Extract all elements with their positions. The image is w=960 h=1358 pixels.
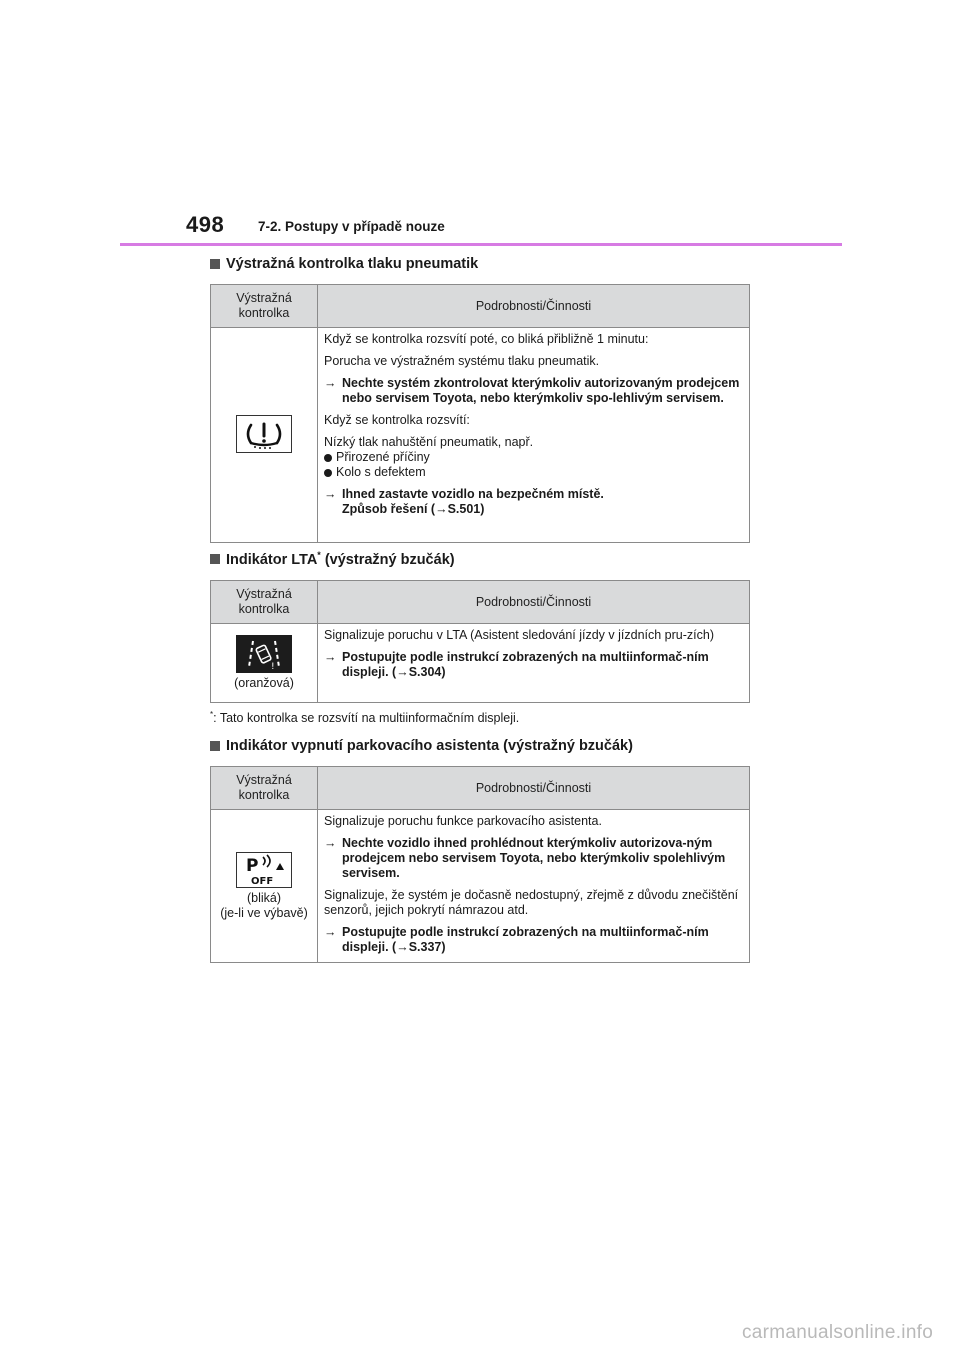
page-number: 498: [186, 212, 225, 237]
svg-text:P: P: [246, 855, 259, 876]
parking-assist-table: [210, 766, 750, 963]
arrow-icon: →: [324, 650, 337, 664]
column-header-details: Podrobnosti/Činnosti: [318, 285, 750, 328]
icon-cell: [211, 624, 318, 703]
action-text: Nechte systém zkontrolovat kterýmkoliv autorizovaným prodejcem nebo servisem Toyota, nebo kterýmkoliv spo-lehlivým servisem.: [342, 376, 740, 405]
arrow-icon: →: [435, 502, 448, 516]
section-heading-parking-assist: [210, 738, 633, 754]
icon-caption: (je-li ve výbavě): [220, 905, 308, 920]
action-item: [324, 650, 743, 680]
details-cell: [318, 624, 750, 703]
bullet-text: Kolo s defektem: [336, 465, 426, 479]
icon-cell: [211, 328, 318, 543]
icon-caption: (bliká): [246, 890, 282, 905]
bullet-icon: [324, 469, 332, 477]
action-text: Postupujte podle instrukcí zobrazených na multiinformač-ním displeji. (→S.304): [342, 650, 709, 679]
watermark: carmanualsonline.info: [742, 1322, 934, 1343]
svg-text:OFF: OFF: [251, 875, 274, 887]
table-header-row: [211, 285, 750, 328]
action-text: Postupujte podle instrukcí zobrazených na multiinformač-ním displeji. (→S.337): [342, 925, 709, 954]
section-heading-tire-pressure: [210, 256, 478, 272]
bullet-item: [324, 450, 743, 465]
detail-text: Nízký tlak nahuštění pneumatik, např.: [324, 435, 534, 449]
footnote: *: Tato kontrolka se rozsvítí na multiinformačním displeji.: [210, 710, 520, 725]
details-cell: [318, 328, 750, 543]
column-header-warning-light: Výstražná kontrolka: [211, 767, 318, 810]
action-item: [324, 925, 743, 955]
action-item: [324, 376, 743, 406]
arrow-icon: →: [324, 836, 337, 850]
detail-text: Když se kontrolka rozsvítí poté, co bliká přibližně 1 minutu:: [324, 332, 649, 346]
lta-table: [210, 580, 750, 703]
detail-text: Signalizuje, že systém je dočasně nedostupný, zřejmě z důvodu znečištění senzorů, jejich pokrytí námrazou atd.: [324, 888, 739, 917]
section-heading-text: Výstražná kontrolka tlaku pneumatik: [226, 256, 479, 272]
heading-square-icon: [210, 554, 220, 564]
table-header-row: [211, 767, 750, 810]
details-cell: [318, 810, 750, 963]
chapter-title: 7-2. Postupy v případě nouze: [258, 219, 445, 234]
table-header-row: [211, 581, 750, 624]
parking-assist-off-icon: [236, 852, 292, 888]
section-heading-text: Indikátor vypnutí parkovacího asistenta (výstražný bzučák): [226, 738, 633, 754]
section-heading-lta: [210, 550, 455, 568]
icon-caption: (oranžová): [234, 676, 294, 690]
arrow-icon: →: [324, 487, 337, 501]
column-header-details: Podrobnosti/Činnosti: [318, 581, 750, 624]
arrow-icon: →: [324, 925, 337, 939]
bullet-item: [324, 465, 743, 480]
header-rule: [120, 243, 842, 246]
action-item: [324, 836, 743, 881]
heading-square-icon: [210, 741, 220, 751]
table-row: [211, 328, 750, 543]
arrow-icon: →: [396, 940, 409, 954]
column-header-warning-light: Výstražná kontrolka: [211, 581, 318, 624]
table-row: [211, 624, 750, 703]
bullet-icon: [324, 454, 332, 462]
tire-pressure-table: [210, 284, 750, 543]
column-header-details: Podrobnosti/Činnosti: [318, 767, 750, 810]
arrow-icon: →: [396, 665, 409, 679]
detail-text: Když se kontrolka rozsvítí:: [324, 413, 470, 427]
detail-text: Signalizuje poruchu funkce parkovacího asistenta.: [324, 814, 602, 828]
bullet-text: Přirozené příčiny: [336, 450, 430, 464]
heading-square-icon: [210, 259, 220, 269]
action-text: Nechte vozidlo ihned prohlédnout kterýmkoliv autorizova-ným prodejcem nebo servisem Toyota, nebo kterýmkoliv spolehlivým servisem.: [342, 836, 726, 880]
detail-text: Porucha ve výstražném systému tlaku pneumatik.: [324, 354, 600, 368]
icon-cell: [211, 810, 318, 963]
svg-text:!: !: [271, 662, 275, 672]
table-row: [211, 810, 750, 963]
section-heading-text: Indikátor LTA* (výstražný bzučák): [226, 550, 455, 568]
action-text: Ihned zastavte vozidlo na bezpečném místě. Způsob řešení (→S.501): [342, 487, 604, 516]
column-header-warning-light: Výstražná kontrolka: [211, 285, 318, 328]
detail-text: Signalizuje poruchu v LTA (Asistent sledování jízdy v jízdních pru-zích): [324, 628, 714, 642]
lta-warning-icon: [236, 635, 292, 673]
action-item: [324, 487, 743, 517]
arrow-icon: →: [324, 376, 337, 390]
tire-pressure-warning-icon: [236, 415, 292, 453]
